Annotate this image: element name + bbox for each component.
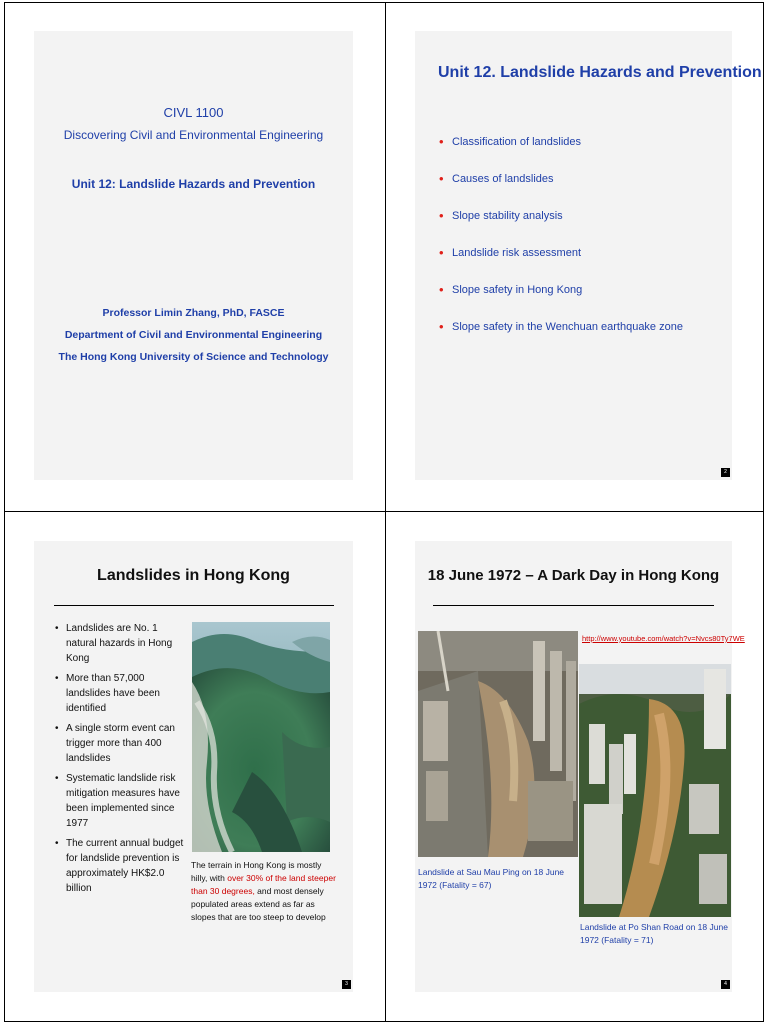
presenter-name: Professor Limin Zhang, PhD, FASCE bbox=[102, 307, 285, 319]
bullet-item: • More than 57,000 landslides have been identified bbox=[55, 673, 160, 714]
sau-mau-ping-caption: Landslide at Sau Mau Ping on 18 June 1972 (Fatality = 67) bbox=[418, 867, 565, 890]
slide-2-bullet-list bbox=[439, 136, 724, 358]
slide-3-bullet-list bbox=[55, 621, 187, 901]
bullet-item: • Systematic landslide risk mitigation measures have been implemented since 1977 bbox=[55, 773, 180, 829]
bullet-item: • Landslides are No. 1 natural hazards in Hong Kong bbox=[55, 623, 173, 664]
slide-2 bbox=[415, 31, 762, 480]
department-name: Department of Civil and Environmental Engineering bbox=[64, 329, 323, 341]
bullet-item: • Slope safety in the Wenchuan earthquake zone bbox=[439, 319, 683, 334]
slide-3-title: Landslides in Hong Kong bbox=[97, 567, 290, 584]
title-divider bbox=[54, 605, 334, 606]
bullet-item: • A single storm event can trigger more than 400 landslides bbox=[55, 723, 175, 764]
page-number: 2 bbox=[721, 468, 730, 477]
slide-4-title: 18 June 1972 – A Dark Day in Hong Kong bbox=[427, 567, 720, 584]
terrain-caption: The terrain in Hong Kong is mostly hilly, with over 30% of the land steeper than 30 degrees, and most densely populated areas extend as far as slopes that are too steep to develop bbox=[191, 860, 336, 922]
bullet-item: • Slope stability analysis bbox=[439, 208, 563, 223]
hong-kong-terrain-photo bbox=[192, 622, 330, 852]
course-code: CIVL 1100 bbox=[163, 105, 224, 120]
title-divider bbox=[433, 605, 714, 606]
course-name: Discovering Civil and Environmental Engineering bbox=[63, 128, 324, 142]
bullet-item: • Causes of landslides bbox=[439, 171, 554, 186]
youtube-link[interactable]: http://www.youtube.com/watch?v=Nvcs80Ty7WE bbox=[582, 634, 745, 643]
slide-3 bbox=[34, 541, 353, 992]
sau-mau-ping-landslide-photo bbox=[418, 631, 578, 857]
bullet-item: • The current annual budget for landslide prevention is approximately HK$2.0 billion bbox=[55, 838, 184, 894]
university-name: The Hong Kong University of Science and Technology bbox=[58, 351, 329, 363]
page-number: 4 bbox=[721, 980, 730, 989]
slide-2-title: Unit 12. Landslide Hazards and Prevention bbox=[438, 64, 762, 81]
unit-title: Unit 12: Landslide Hazards and Prevention bbox=[71, 177, 316, 191]
page-number: 3 bbox=[342, 980, 351, 989]
bullet-item: • Slope safety in Hong Kong bbox=[439, 282, 583, 297]
slide-4 bbox=[415, 541, 745, 992]
po-shan-road-caption: Landslide at Po Shan Road on 18 June 1972 (Fatality = 71) bbox=[580, 922, 728, 945]
po-shan-road-landslide-photo bbox=[579, 664, 731, 917]
bullet-item: • Classification of landslides bbox=[439, 134, 582, 149]
bullet-item: • Landslide risk assessment bbox=[439, 245, 582, 260]
slide-1 bbox=[34, 31, 353, 480]
